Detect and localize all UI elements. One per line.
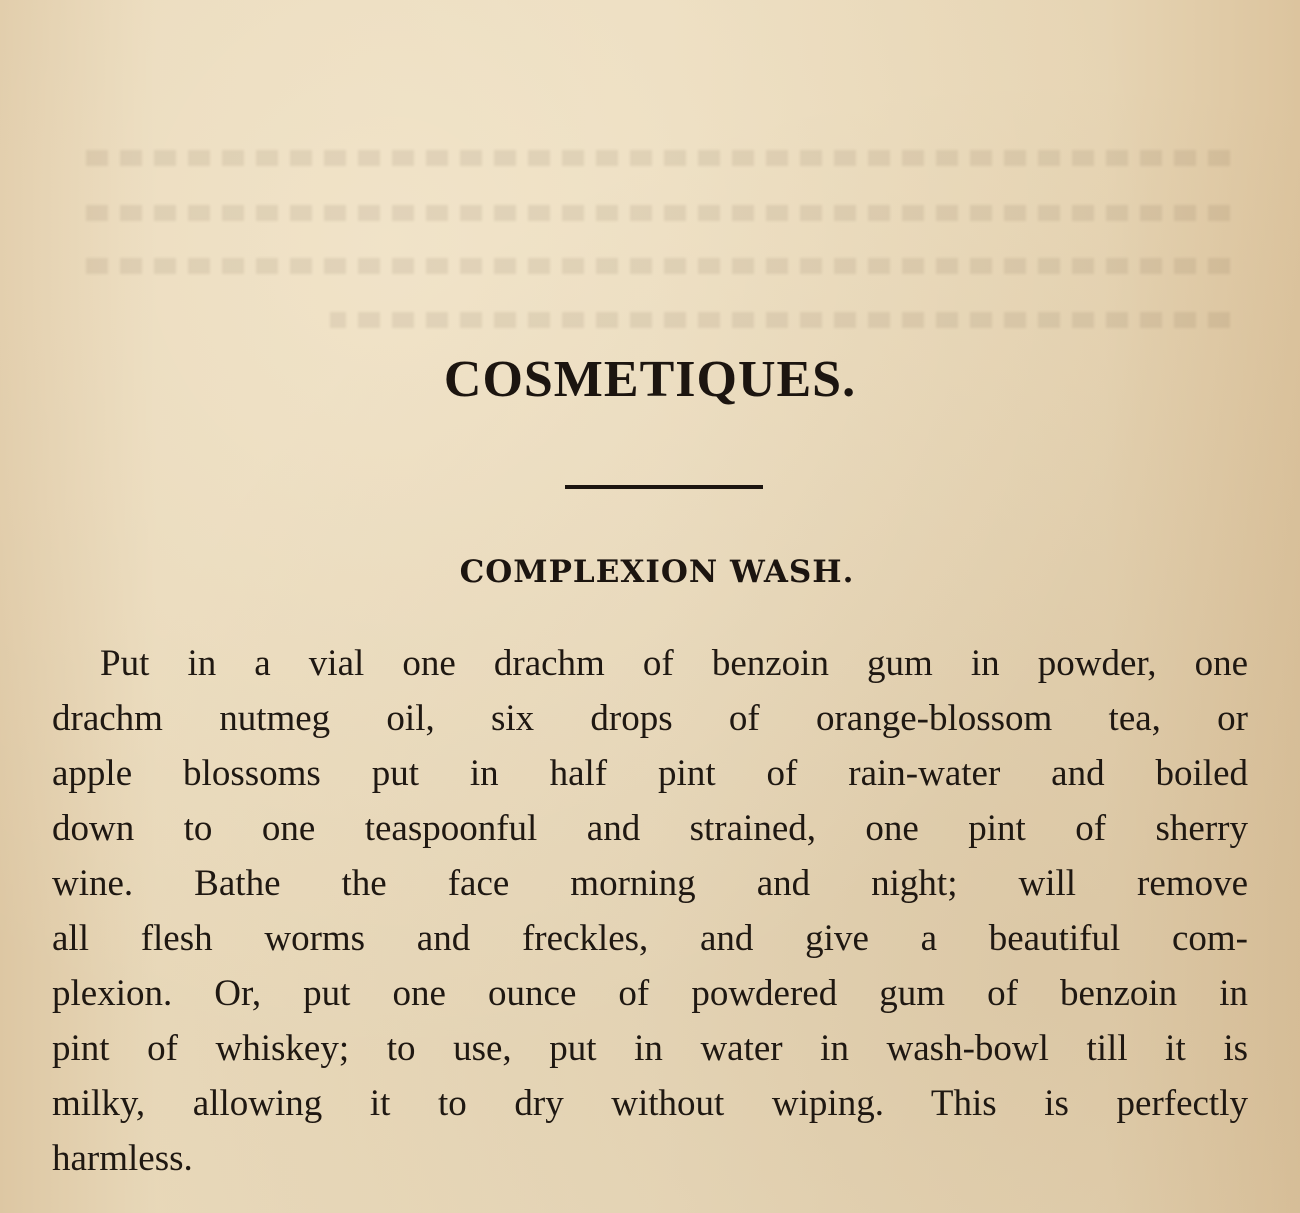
paragraph-line: plexion. Or, put one ounce of powdered gum of benzoin in — [52, 973, 1248, 1014]
paragraph-line: harmless. — [52, 1138, 193, 1179]
paragraph-line: milky, allowing it to dry without wiping. This is perfectly — [52, 1083, 1248, 1124]
bleed-line — [330, 312, 1230, 328]
paragraph-line: pint of whiskey; to use, put in water in wash-bowl till it is — [52, 1028, 1248, 1069]
bleed-line — [80, 258, 1230, 274]
page-heading: COSMETIQUES. — [443, 351, 857, 408]
paragraph-line: drachm nutmeg oil, six drops of orange-blossom tea, or — [52, 698, 1248, 739]
bleed-through-text — [0, 0, 1300, 330]
heading-divider — [565, 485, 763, 489]
recipe-paragraph — [52, 636, 1248, 1186]
paragraph-line: Put in a vial one drachm of benzoin gum in powder, one — [100, 643, 1248, 684]
bleed-line — [80, 205, 1230, 221]
paragraph-line: apple blossoms put in half pint of rain-water and boiled — [52, 753, 1248, 794]
section-title: COMPLEXION WASH. — [459, 554, 855, 590]
paragraph-line: wine. Bathe the face morning and night; will remove — [52, 863, 1248, 904]
paragraph-line: down to one teaspoonful and strained, one pint of sherry — [52, 808, 1248, 849]
bleed-line — [80, 150, 1230, 166]
paragraph-line: all flesh worms and freckles, and give a beautiful com- — [52, 918, 1248, 959]
